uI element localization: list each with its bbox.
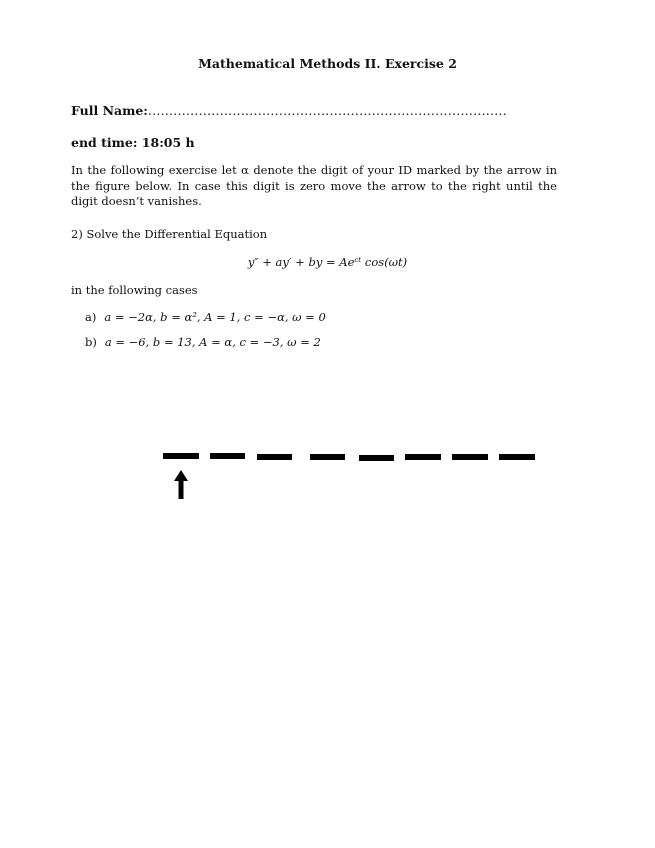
case-a (85, 310, 326, 324)
intro-paragraph: In the following exercise let α denote the digit of your ID marked by the arrow in the figure below. In case this digit is zero move the arrow to the right until the digit doesn’t vanishes. (71, 163, 557, 208)
digit-slot-5 (359, 455, 394, 461)
full-name-dots: ..................................................................................... (147, 103, 507, 118)
digit-slot-1 (163, 453, 199, 459)
full-name-field (71, 103, 507, 118)
differential-equation: y″ + ay′ + by = Aeᶜᵗ cos(ωt) (247, 255, 408, 269)
page-title: Mathematical Methods II. Exercise 2 (198, 56, 457, 71)
end-time: end time: 18:05 h (71, 135, 195, 150)
problem-statement: 2) Solve the Differential Equation (71, 227, 268, 241)
case-b (85, 335, 321, 349)
case-a-label: a) (85, 310, 97, 324)
full-name-label: Full Name: (71, 103, 148, 118)
cases-intro: in the following cases (71, 283, 198, 297)
digit-slot-4 (310, 454, 345, 460)
case-b-expression: a = −6, b = 13, A = α, c = −3, ω = 2 (104, 335, 321, 349)
digit-slot-2 (210, 453, 245, 459)
up-arrow-icon (174, 470, 188, 499)
digit-slot-7 (452, 454, 488, 460)
digit-slot-6 (405, 454, 441, 460)
digit-slot-8 (499, 454, 535, 460)
case-a-expression: a = −2α, b = α², A = 1, c = −α, ω = 0 (104, 310, 326, 324)
digit-slot-3 (257, 454, 292, 460)
case-b-label: b) (85, 335, 97, 349)
